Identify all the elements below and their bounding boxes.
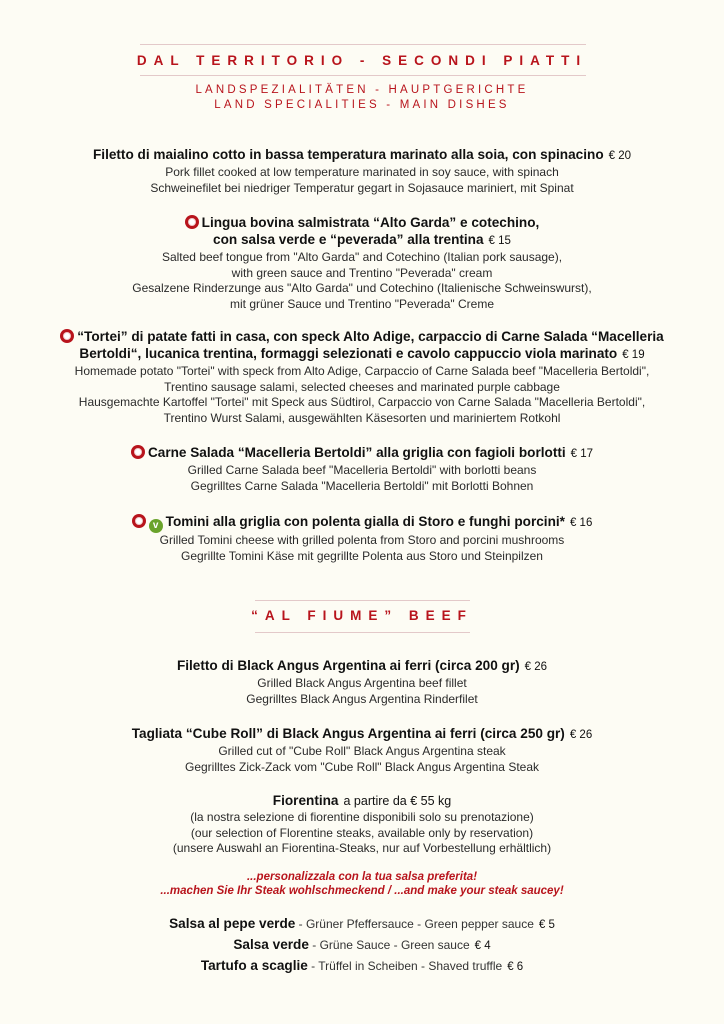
item-title-text: Filetto di Black Angus Argentina ai ferri (circa 200 gr) bbox=[176, 658, 520, 673]
note-line: ...machen Sie Ihr Steak wohlschmeckend / ...and make your steak saucey! bbox=[160, 884, 564, 897]
menu-item bbox=[0, 146, 724, 196]
divider bbox=[140, 75, 586, 76]
item-desc-en: Pork fillet cooked at low temperature marinated in soy sauce, with spinach bbox=[165, 165, 559, 179]
item-desc: (unsere Auswahl an Fiorentina-Steaks, nur auf Vorbestellung erhältlich) bbox=[172, 841, 552, 855]
item-price: € 19 bbox=[622, 349, 645, 361]
menu-item bbox=[0, 444, 724, 494]
menu-item bbox=[0, 328, 724, 426]
item-title-text: Tagliata “Cube Roll” di Black Angus Argentina ai ferri (circa 250 gr) bbox=[131, 726, 565, 741]
sauce-price: € 6 bbox=[507, 961, 524, 973]
sauce-note bbox=[0, 871, 724, 898]
item-desc: Salted beef tongue from "Alto Garda" and Cotechino (Italian pork sausage), bbox=[161, 250, 563, 264]
item-desc: Grilled Tomini cheese with grilled polenta from Storo and porcini mushrooms bbox=[159, 533, 565, 547]
item-desc: (la nostra selezione di fiorentine disponibili solo su prenotazione) bbox=[190, 810, 534, 824]
sauce-price: € 4 bbox=[474, 940, 491, 952]
sauce-sub: - Trüffel in Scheiben - Shaved truffle bbox=[307, 959, 503, 973]
local-product-icon bbox=[131, 445, 145, 459]
divider bbox=[140, 44, 586, 45]
sauce-price: € 5 bbox=[538, 919, 555, 931]
item-price: € 15 bbox=[488, 235, 511, 247]
item-desc: Gegrilltes Black Angus Argentina Rinderfilet bbox=[246, 691, 478, 706]
local-product-icon bbox=[132, 514, 146, 528]
item-price: € 17 bbox=[570, 448, 594, 460]
menu-item bbox=[0, 792, 724, 857]
divider bbox=[255, 600, 470, 601]
item-title-text: Fiorentina bbox=[272, 793, 339, 808]
item-desc: Gesalzene Rinderzunge aus "Alto Garda" und Cotechino (Italienische Schweinswurst), bbox=[132, 281, 592, 295]
menu-item bbox=[0, 214, 724, 312]
menu-item bbox=[0, 657, 724, 707]
menu-item bbox=[0, 513, 724, 564]
item-price: € 26 bbox=[524, 661, 548, 673]
item-desc: mit grüner Sauce und Trentino "Peverada" Creme bbox=[230, 296, 494, 311]
sauce-name: Tartufo a scaglie bbox=[200, 958, 308, 973]
item-desc: Grilled Black Angus Argentina beef fillet bbox=[257, 676, 467, 690]
item-desc: Trentino Wurst Salami, ausgewählten Käsesorten und mariniertem Rotkohl bbox=[163, 410, 561, 425]
item-price: € 20 bbox=[608, 150, 632, 162]
note-line: ...personalizzala con la tua salsa preferita! bbox=[246, 871, 478, 883]
sauce-name: Salsa verde bbox=[233, 937, 309, 952]
item-price: a partire da € 55 kg bbox=[343, 794, 452, 808]
menu-item bbox=[0, 725, 724, 775]
item-desc: Grilled cut of "Cube Roll" Black Angus Argentina steak bbox=[218, 744, 506, 758]
item-title-text: Tomini alla griglia con polenta gialla di Storo e funghi porcini* bbox=[165, 514, 565, 529]
item-title-text: Filetto di maialino cotto in bassa temperatura marinato alla soia, con spinacino bbox=[92, 147, 604, 162]
item-title-text: Carne Salada “Macelleria Bertoldi” alla griglia con fagioli borlotti bbox=[147, 445, 566, 460]
divider bbox=[255, 632, 470, 633]
section-title: “AL FIUME” BEEF bbox=[251, 608, 473, 623]
local-product-icon bbox=[60, 329, 74, 343]
item-desc-de: Schweinefilet bei niedriger Temperatur gegart in Sojasauce mariniert, mit Spinat bbox=[150, 180, 574, 195]
item-title-text: “Tortei” di patate fatti in casa, con speck Alto Adige, carpaccio di Carne Salada “Macelleria bbox=[77, 329, 664, 344]
sauce-list bbox=[0, 914, 724, 977]
sauce-name: Salsa al pepe verde bbox=[169, 916, 296, 931]
sauce-item bbox=[0, 914, 724, 935]
vegetarian-icon: v bbox=[149, 519, 163, 533]
section-title: DAL TERRITORIO - SECONDI PIATTI bbox=[136, 53, 588, 68]
item-title-text: Bertoldi“, lucanica trentina, formaggi selezionati e cavolo cappuccio viola marinato bbox=[79, 346, 618, 361]
sauce-sub: - Grüne Sauce - Green sauce bbox=[308, 938, 470, 952]
item-price: € 16 bbox=[569, 517, 593, 529]
item-desc: Hausgemachte Kartoffel "Tortei" mit Speck aus Südtirol, Carpaccio von Carne Salada "Macelleria Bertoldi", bbox=[78, 395, 646, 409]
section-subtitle-de: LANDSPEZIALITÄTEN - HAUPTGERICHTE bbox=[195, 84, 529, 96]
sauce-sub: - Grüner Pfeffersauce - Green pepper sauce bbox=[295, 917, 534, 931]
item-desc: (our selection of Florentine steaks, available only by reservation) bbox=[190, 825, 534, 840]
item-desc: Trentino sausage salami, selected cheeses and marinated purple cabbage bbox=[164, 379, 560, 394]
item-desc: Gegrilltes Carne Salada "Macelleria Bertoldi" mit Borlotti Bohnen bbox=[190, 478, 534, 493]
item-desc: Gegrillte Tomini Käse mit gegrillte Polenta aus Storo und Steinpilzen bbox=[181, 548, 543, 563]
item-desc: Gegrilltes Zick-Zack vom "Cube Roll" Black Angus Argentina Steak bbox=[185, 759, 539, 774]
sauce-item bbox=[0, 956, 724, 977]
local-product-icon bbox=[185, 215, 199, 229]
sauce-item bbox=[0, 935, 724, 956]
item-title bbox=[0, 146, 724, 165]
item-desc: with green sauce and Trentino "Peverada" cream bbox=[231, 265, 493, 280]
item-price: € 26 bbox=[569, 729, 593, 741]
item-desc: Grilled Carne Salada beef "Macelleria Bertoldi" with borlotti beans bbox=[187, 463, 537, 477]
item-desc: Homemade potato "Tortei" with speck from Alto Adige, Carpaccio of Carne Salada beef "Macelleria Bertoldi", bbox=[74, 364, 650, 378]
item-title-text: Lingua bovina salmistrata “Alto Garda” e cotechino, bbox=[201, 215, 540, 230]
section-subtitle-en: LAND SPECIALITIES - MAIN DISHES bbox=[214, 99, 510, 111]
item-title-text: con salsa verde e “peverada” alla trentina bbox=[213, 232, 484, 247]
